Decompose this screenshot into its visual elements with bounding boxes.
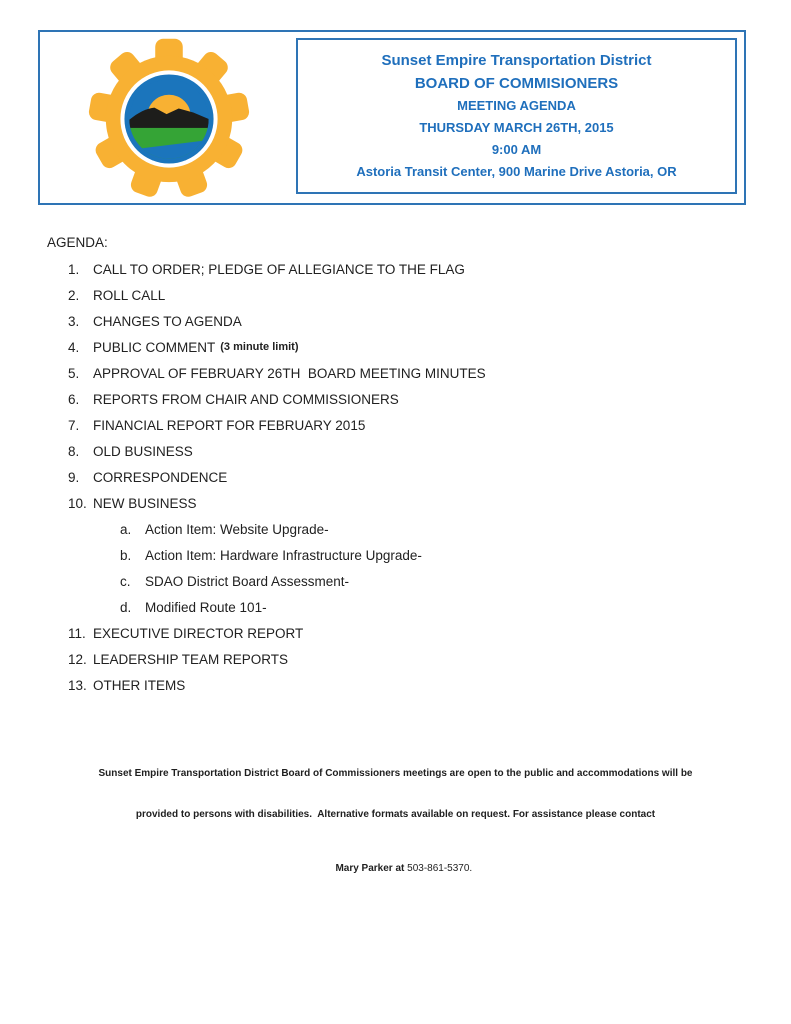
- agenda-subitem-letter: d.: [120, 599, 132, 615]
- agenda-item: [68, 308, 486, 334]
- agenda-item-text: CHANGES TO AGENDA: [93, 313, 242, 329]
- agenda-item-text: CORRESPONDENCE: [93, 469, 228, 485]
- doc-type: MEETING AGENDA: [457, 98, 576, 113]
- agenda-item-number: 10.: [68, 495, 87, 511]
- agenda-item-number: 12.: [68, 651, 87, 667]
- org-name: Sunset Empire Transportation District: [381, 52, 652, 69]
- board-title: BOARD OF COMMISIONERS: [414, 75, 619, 92]
- agenda-item-text: APPROVAL OF FEBRUARY 26TH BOARD MEETING MINUTES: [93, 365, 486, 381]
- agenda-item: [68, 490, 486, 516]
- agenda-label: AGENDA:: [47, 235, 108, 250]
- agenda-subitem: [120, 542, 486, 568]
- title-box: [296, 38, 737, 194]
- agenda-item-number: 2.: [68, 287, 80, 303]
- agenda-item: [68, 282, 486, 308]
- agenda-item: [68, 620, 486, 646]
- agenda-item-number: 11.: [68, 625, 86, 641]
- meeting-location: Astoria Transit Center, 900 Marine Drive Astoria, OR: [356, 164, 677, 179]
- agenda-item-number: 8.: [68, 443, 80, 459]
- agenda-item-number: 5.: [68, 365, 80, 381]
- agenda-item-text: EXECUTIVE DIRECTOR REPORT: [93, 625, 304, 641]
- agenda-list: [68, 256, 486, 698]
- agenda-subitem-text: Modified Route 101-: [145, 599, 267, 615]
- header-box: [38, 30, 746, 205]
- agenda-item: [68, 334, 486, 360]
- agenda-item-text: PUBLIC COMMENT: [93, 339, 216, 355]
- agenda-item-number: 1.: [68, 261, 80, 277]
- agenda-item-number: 9.: [68, 469, 80, 485]
- agenda-item: [68, 464, 486, 490]
- agenda-item-note: (3 minute limit): [220, 341, 299, 353]
- agenda-item-text: OTHER ITEMS: [93, 677, 186, 693]
- phone-number: 503-861-5370.: [407, 862, 473, 874]
- agenda-subitem-text: Action Item: Website Upgrade-: [145, 521, 329, 537]
- agenda-item: [68, 672, 486, 698]
- agenda-subitem: [120, 516, 486, 542]
- agenda-item-number: 6.: [68, 391, 80, 407]
- footer-line: provided to persons with disabilities. Alternative formats available on request. For assistance please contact: [135, 808, 656, 820]
- agenda-item-text: LEADERSHIP TEAM REPORTS: [93, 651, 289, 667]
- footer-line: Sunset Empire Transportation District Board of Commissioners meetings are open to the public and accommodations will be: [98, 768, 693, 779]
- contact-name: Mary Parker at: [335, 862, 408, 874]
- footer-notice: [0, 740, 791, 916]
- agenda-subitem-letter: c.: [120, 573, 131, 589]
- agenda-item-text: ROLL CALL: [93, 287, 166, 303]
- agenda-item: [68, 646, 486, 672]
- agenda-item: [68, 256, 486, 282]
- meeting-time: 9:00 AM: [491, 142, 542, 157]
- agenda-item: [68, 438, 486, 464]
- agenda-section: [47, 230, 486, 698]
- agenda-subitem: [120, 568, 486, 594]
- agenda-item-text: OLD BUSINESS: [93, 443, 193, 459]
- footer-line: [0, 848, 791, 889]
- agenda-item: [68, 386, 486, 412]
- agenda-item: [68, 360, 486, 386]
- agenda-item-text: FINANCIAL REPORT FOR FEBRUARY 2015: [93, 417, 366, 433]
- agenda-subitem-letter: a.: [120, 521, 132, 537]
- agenda-subitem-letter: b.: [120, 547, 132, 563]
- agenda-item-text: REPORTS FROM CHAIR AND COMMISSIONERS: [93, 391, 399, 407]
- agenda-item-number: 7.: [68, 417, 80, 433]
- agenda-item: [68, 412, 486, 438]
- agenda-item-number: 4.: [68, 339, 80, 355]
- agenda-subitem: [120, 594, 486, 620]
- agenda-item-number: 13.: [68, 677, 87, 693]
- meeting-date: THURSDAY MARCH 26TH, 2015: [419, 120, 614, 135]
- agenda-item-text: NEW BUSINESS: [93, 495, 197, 511]
- agenda-item-number: 3.: [68, 313, 80, 329]
- agenda-subitem-text: Action Item: Hardware Infrastructure Upgrade-: [145, 547, 422, 563]
- agenda-item-text: CALL TO ORDER; PLEDGE OF ALLEGIANCE TO THE FLAG: [93, 261, 465, 277]
- district-logo: [88, 38, 250, 200]
- agenda-subitem-text: SDAO District Board Assessment-: [145, 573, 350, 589]
